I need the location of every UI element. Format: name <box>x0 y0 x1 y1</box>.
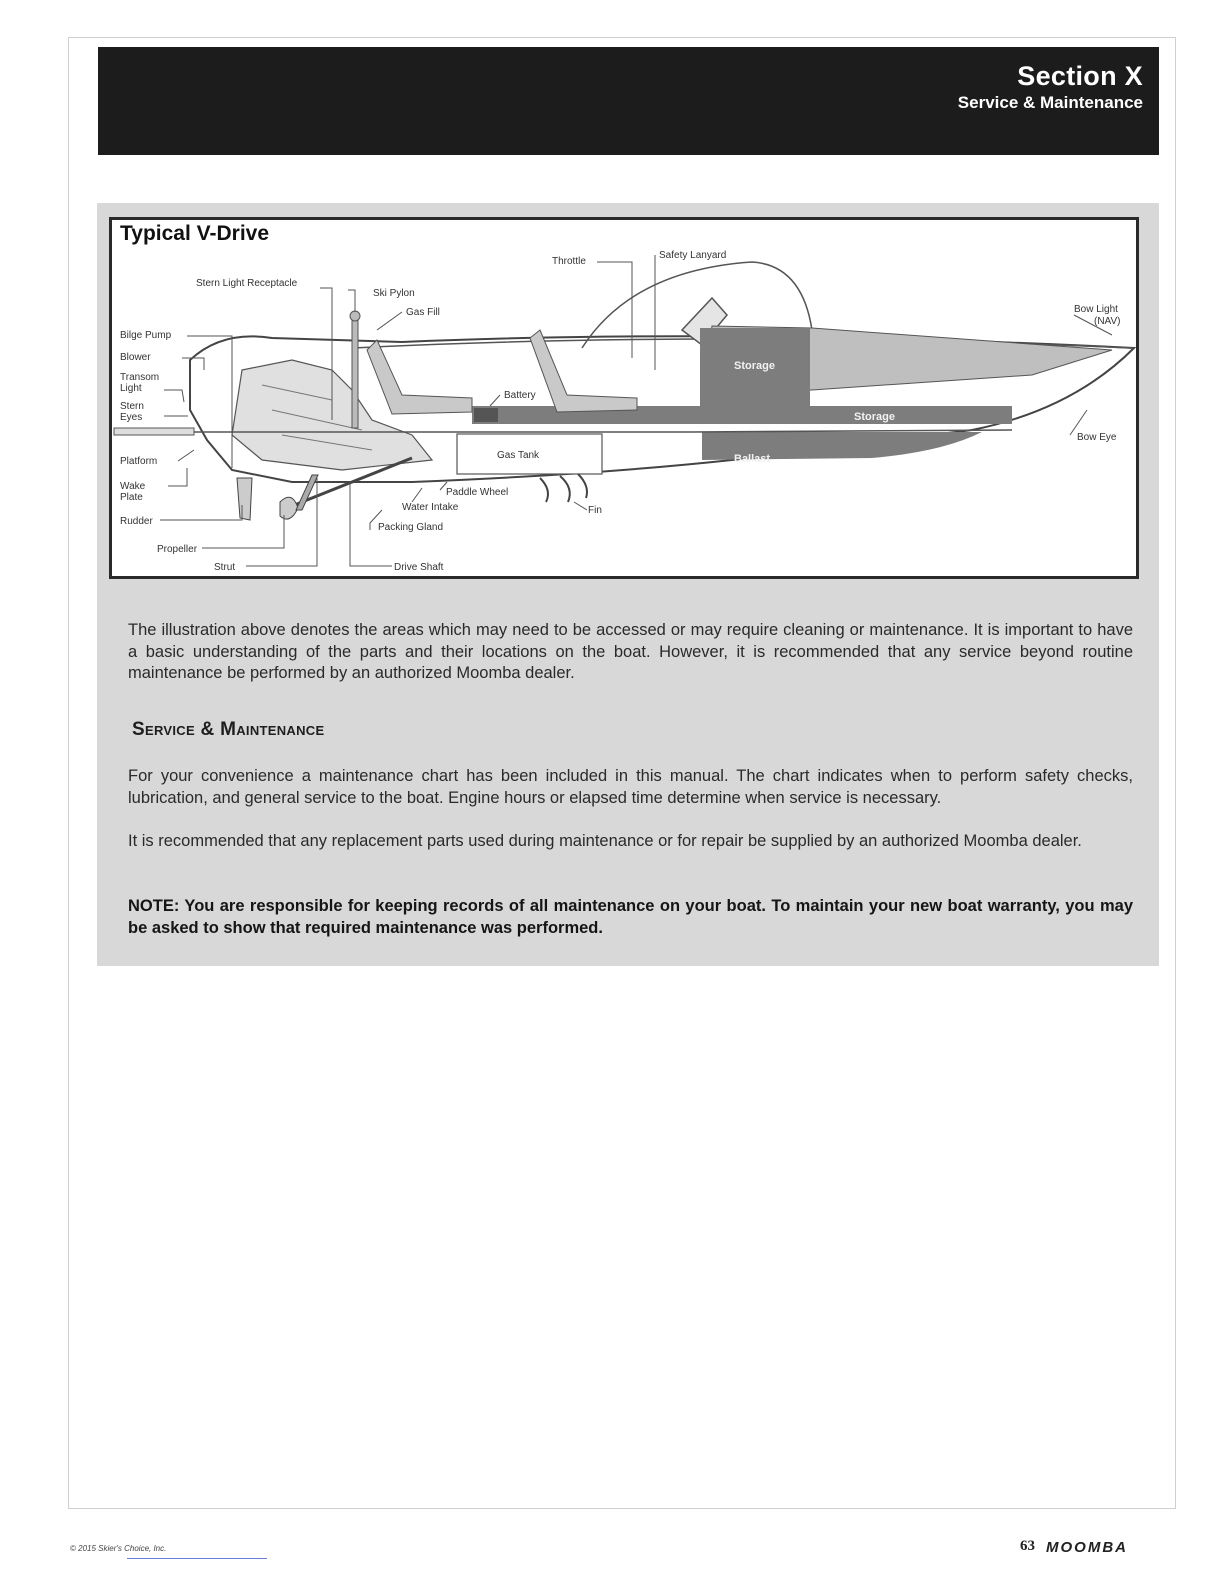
swim-platform <box>114 428 194 435</box>
label-throttle: Throttle <box>552 256 586 267</box>
replacement-parts-paragraph: It is recommended that any replacement parts used during maintenance or for repair be supplied by an authorized Moomba dealer. <box>128 832 1082 850</box>
service-maintenance-heading: Service & Maintenance <box>132 719 325 740</box>
warranty-note: NOTE: You are responsible for keeping records of all maintenance on your boat. To maintain your new boat warranty, you may be asked to show that required maintenance was performed. <box>128 897 1133 937</box>
v-drive-diagram <box>109 217 1139 579</box>
storage-strip <box>472 406 1012 424</box>
label-battery: Battery <box>504 390 536 401</box>
label-propeller: Propeller <box>157 544 198 555</box>
label-stern-eyes-2: Eyes <box>120 412 143 423</box>
label-stern-eyes-1: Stern <box>120 401 144 412</box>
label-strut: Strut <box>214 562 236 573</box>
label-bow-eye: Bow Eye <box>1077 432 1117 443</box>
label-safety-lanyard: Safety Lanyard <box>659 250 727 261</box>
label-fin: Fin <box>588 505 602 516</box>
brand-logo: MOOMBA <box>1046 1539 1128 1556</box>
intro-paragraph: The illustration above denotes the areas which may need to be accessed or may require cleaning or maintenance. It is important to have a basic understanding of the parts and their locations on the boat. However, it is recommended that any service beyond routine maintenance be performed by an authorized Moomba dealer. <box>128 621 1133 682</box>
label-storage-1: Storage <box>734 360 775 372</box>
label-ballast: Ballast <box>734 453 771 465</box>
fin-2 <box>560 476 570 502</box>
section-header <box>98 47 1159 155</box>
label-transom-light-2: Light <box>120 383 142 394</box>
label-ski-pylon: Ski Pylon <box>373 288 415 299</box>
diagram-title: Typical V-Drive <box>120 222 270 245</box>
label-transom-light-1: Transom <box>120 372 160 383</box>
label-wake-plate-1: Wake <box>120 481 146 492</box>
label-paddle-wheel: Paddle Wheel <box>446 487 509 498</box>
battery-shape <box>474 408 498 422</box>
fin-1 <box>540 478 548 502</box>
label-bilge-pump: Bilge Pump <box>120 330 172 341</box>
ski-pylon-post <box>352 318 358 428</box>
maintenance-chart-paragraph: For your convenience a maintenance chart has been included in this manual. The chart indicates when to perform safety checks, lubrication, and general service to the boat. Engine hours or elapsed time determine when service is necessary. <box>128 767 1133 807</box>
boat-illustration <box>112 220 1136 576</box>
footer-rule <box>127 1558 267 1559</box>
label-packing-gland: Packing Gland <box>378 522 444 533</box>
label-platform: Platform <box>120 456 158 467</box>
section-title: Section X <box>1017 61 1143 91</box>
fin-3 <box>578 474 587 498</box>
propeller-shape <box>280 497 298 519</box>
label-blower: Blower <box>120 352 151 363</box>
label-wake-plate-2: Plate <box>120 492 143 503</box>
label-gas-tank: Gas Tank <box>497 450 540 461</box>
label-rudder: Rudder <box>120 516 153 527</box>
rudder-shape <box>237 478 252 520</box>
page-number: 63 <box>1020 1538 1035 1554</box>
copyright: © 2015 Skier's Choice, Inc. <box>70 1544 167 1553</box>
section-subtitle: Service & Maintenance <box>957 93 1143 112</box>
label-drive-shaft: Drive Shaft <box>394 562 444 573</box>
content-panel <box>97 203 1159 966</box>
label-bow-light-1: Bow Light <box>1074 304 1118 315</box>
label-storage-2: Storage <box>854 411 895 423</box>
label-gas-fill: Gas Fill <box>406 307 440 318</box>
label-water-intake: Water Intake <box>402 502 459 513</box>
label-bow-light-2: (NAV) <box>1094 316 1121 327</box>
label-stern-light-receptacle: Stern Light Receptacle <box>196 278 298 289</box>
